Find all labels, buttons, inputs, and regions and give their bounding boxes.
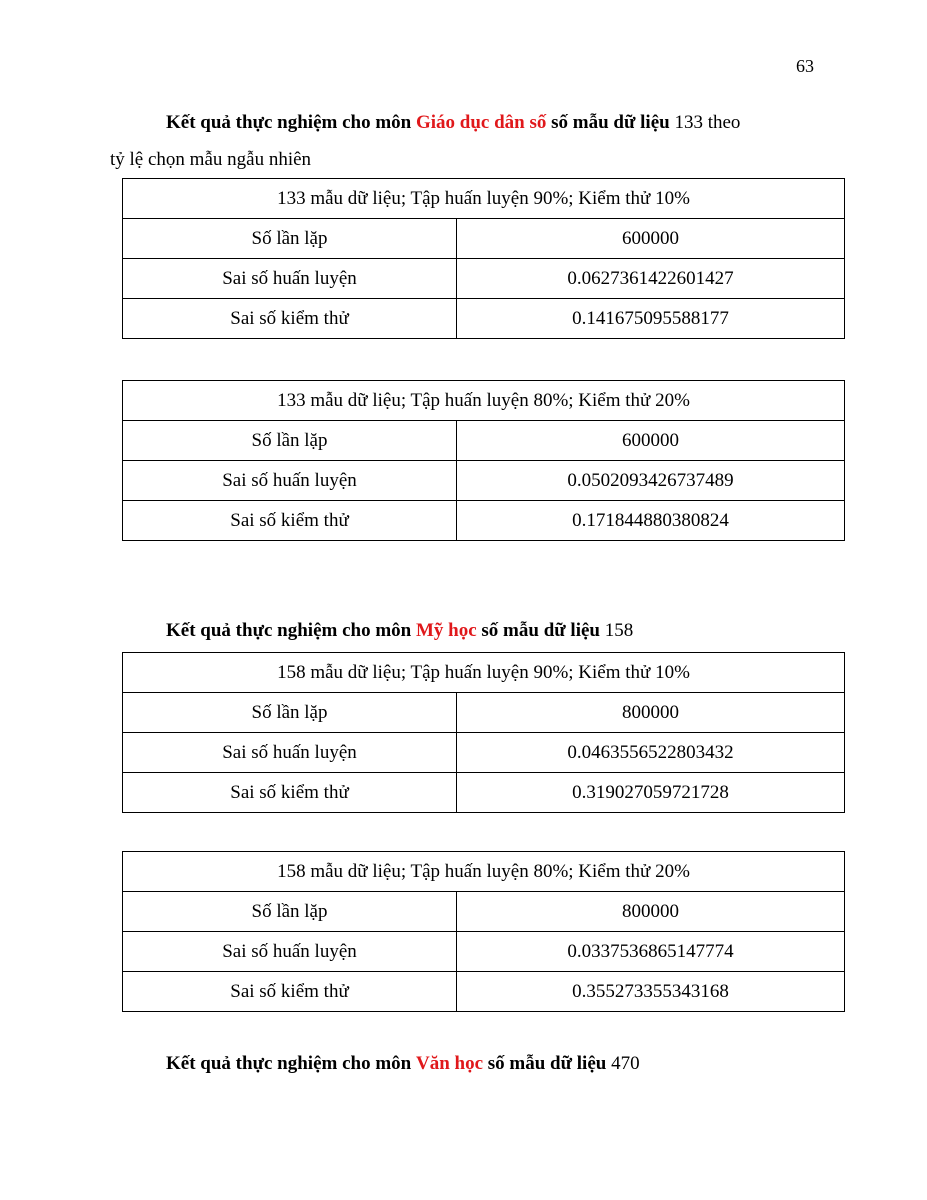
row-label: Sai số kiểm thử — [123, 773, 457, 813]
subject-name: Giáo dục dân số — [415, 112, 547, 133]
row-value: 0.0463556522803432 — [457, 733, 845, 773]
row-value: 0.319027059721728 — [457, 773, 845, 813]
table-row — [123, 299, 845, 339]
table-header-row — [123, 381, 845, 421]
row-label: Số lần lặp — [123, 219, 457, 259]
table-row — [123, 932, 845, 972]
heading-bold-text: Kết quả thực nghiệm cho môn — [166, 1053, 412, 1074]
table-row — [123, 219, 845, 259]
row-value: 0.355273355343168 — [457, 972, 845, 1012]
row-label: Số lần lặp — [123, 421, 457, 461]
heading-bold-text-2: số mẫu dữ liệu — [487, 1053, 607, 1074]
table-header-row — [123, 653, 845, 693]
result-table-133-90 — [122, 178, 845, 339]
row-label: Sai số kiểm thử — [123, 501, 457, 541]
row-value: 0.141675095588177 — [457, 299, 845, 339]
sample-count: 133 — [674, 112, 703, 133]
table-header-cell: 158 mẫu dữ liệu; Tập huấn luyện 80%; Kiểm thử 20% — [123, 852, 845, 892]
row-value: 0.0627361422601427 — [457, 259, 845, 299]
heading-bold-text-2: số mẫu dữ liệu — [481, 620, 600, 641]
table-row — [123, 693, 845, 733]
subject-name: Văn học — [415, 1053, 484, 1074]
row-label: Sai số kiểm thử — [123, 972, 457, 1012]
table-row — [123, 733, 845, 773]
table-row — [123, 259, 845, 299]
sample-count: 470 — [611, 1053, 640, 1074]
table-row — [123, 892, 845, 932]
table-row — [123, 773, 845, 813]
row-label: Sai số huấn luyện — [123, 733, 457, 773]
row-value: 800000 — [457, 892, 845, 932]
row-value: 0.171844880380824 — [457, 501, 845, 541]
table-header-cell: 158 mẫu dữ liệu; Tập huấn luyện 90%; Kiểm thử 10% — [123, 653, 845, 693]
row-label: Số lần lặp — [123, 892, 457, 932]
page-number: 63 — [796, 56, 814, 76]
table-row — [123, 461, 845, 501]
row-label: Sai số kiểm thử — [123, 299, 457, 339]
section-heading-my-hoc — [110, 612, 830, 649]
table-row — [123, 972, 845, 1012]
table-header-row — [123, 852, 845, 892]
sample-count: 158 — [604, 620, 634, 641]
heading-bold-text-2: số mẫu dữ liệu — [551, 112, 670, 133]
heading-tail: theo — [707, 112, 741, 133]
row-label: Sai số huấn luyện — [123, 932, 457, 972]
section-heading-van-hoc — [110, 1045, 830, 1082]
row-value: 600000 — [457, 421, 845, 461]
result-table-158-80 — [122, 851, 845, 1012]
result-table-158-90 — [122, 652, 845, 813]
table-row — [123, 421, 845, 461]
row-value: 800000 — [457, 693, 845, 733]
heading-bold-text: Kết quả thực nghiệm cho môn — [166, 112, 412, 133]
subject-name: Mỹ học — [415, 620, 477, 641]
section-heading-giao-duc-dan-so — [110, 104, 830, 178]
table-row — [123, 501, 845, 541]
table-header-cell: 133 mẫu dữ liệu; Tập huấn luyện 90%; Kiểm thử 10% — [123, 179, 845, 219]
row-value: 0.0502093426737489 — [457, 461, 845, 501]
row-value: 0.0337536865147774 — [457, 932, 845, 972]
row-value: 600000 — [457, 219, 845, 259]
row-label: Sai số huấn luyện — [123, 461, 457, 501]
row-label: Số lần lặp — [123, 693, 457, 733]
heading-bold-text: Kết quả thực nghiệm cho môn — [166, 620, 412, 641]
table-header-row — [123, 179, 845, 219]
table-header-cell: 133 mẫu dữ liệu; Tập huấn luyện 80%; Kiểm thử 20% — [123, 381, 845, 421]
result-table-133-80 — [122, 380, 845, 541]
heading-line-2: tỷ lệ chọn mẫu ngẫu nhiên — [110, 149, 312, 170]
row-label: Sai số huấn luyện — [123, 259, 457, 299]
